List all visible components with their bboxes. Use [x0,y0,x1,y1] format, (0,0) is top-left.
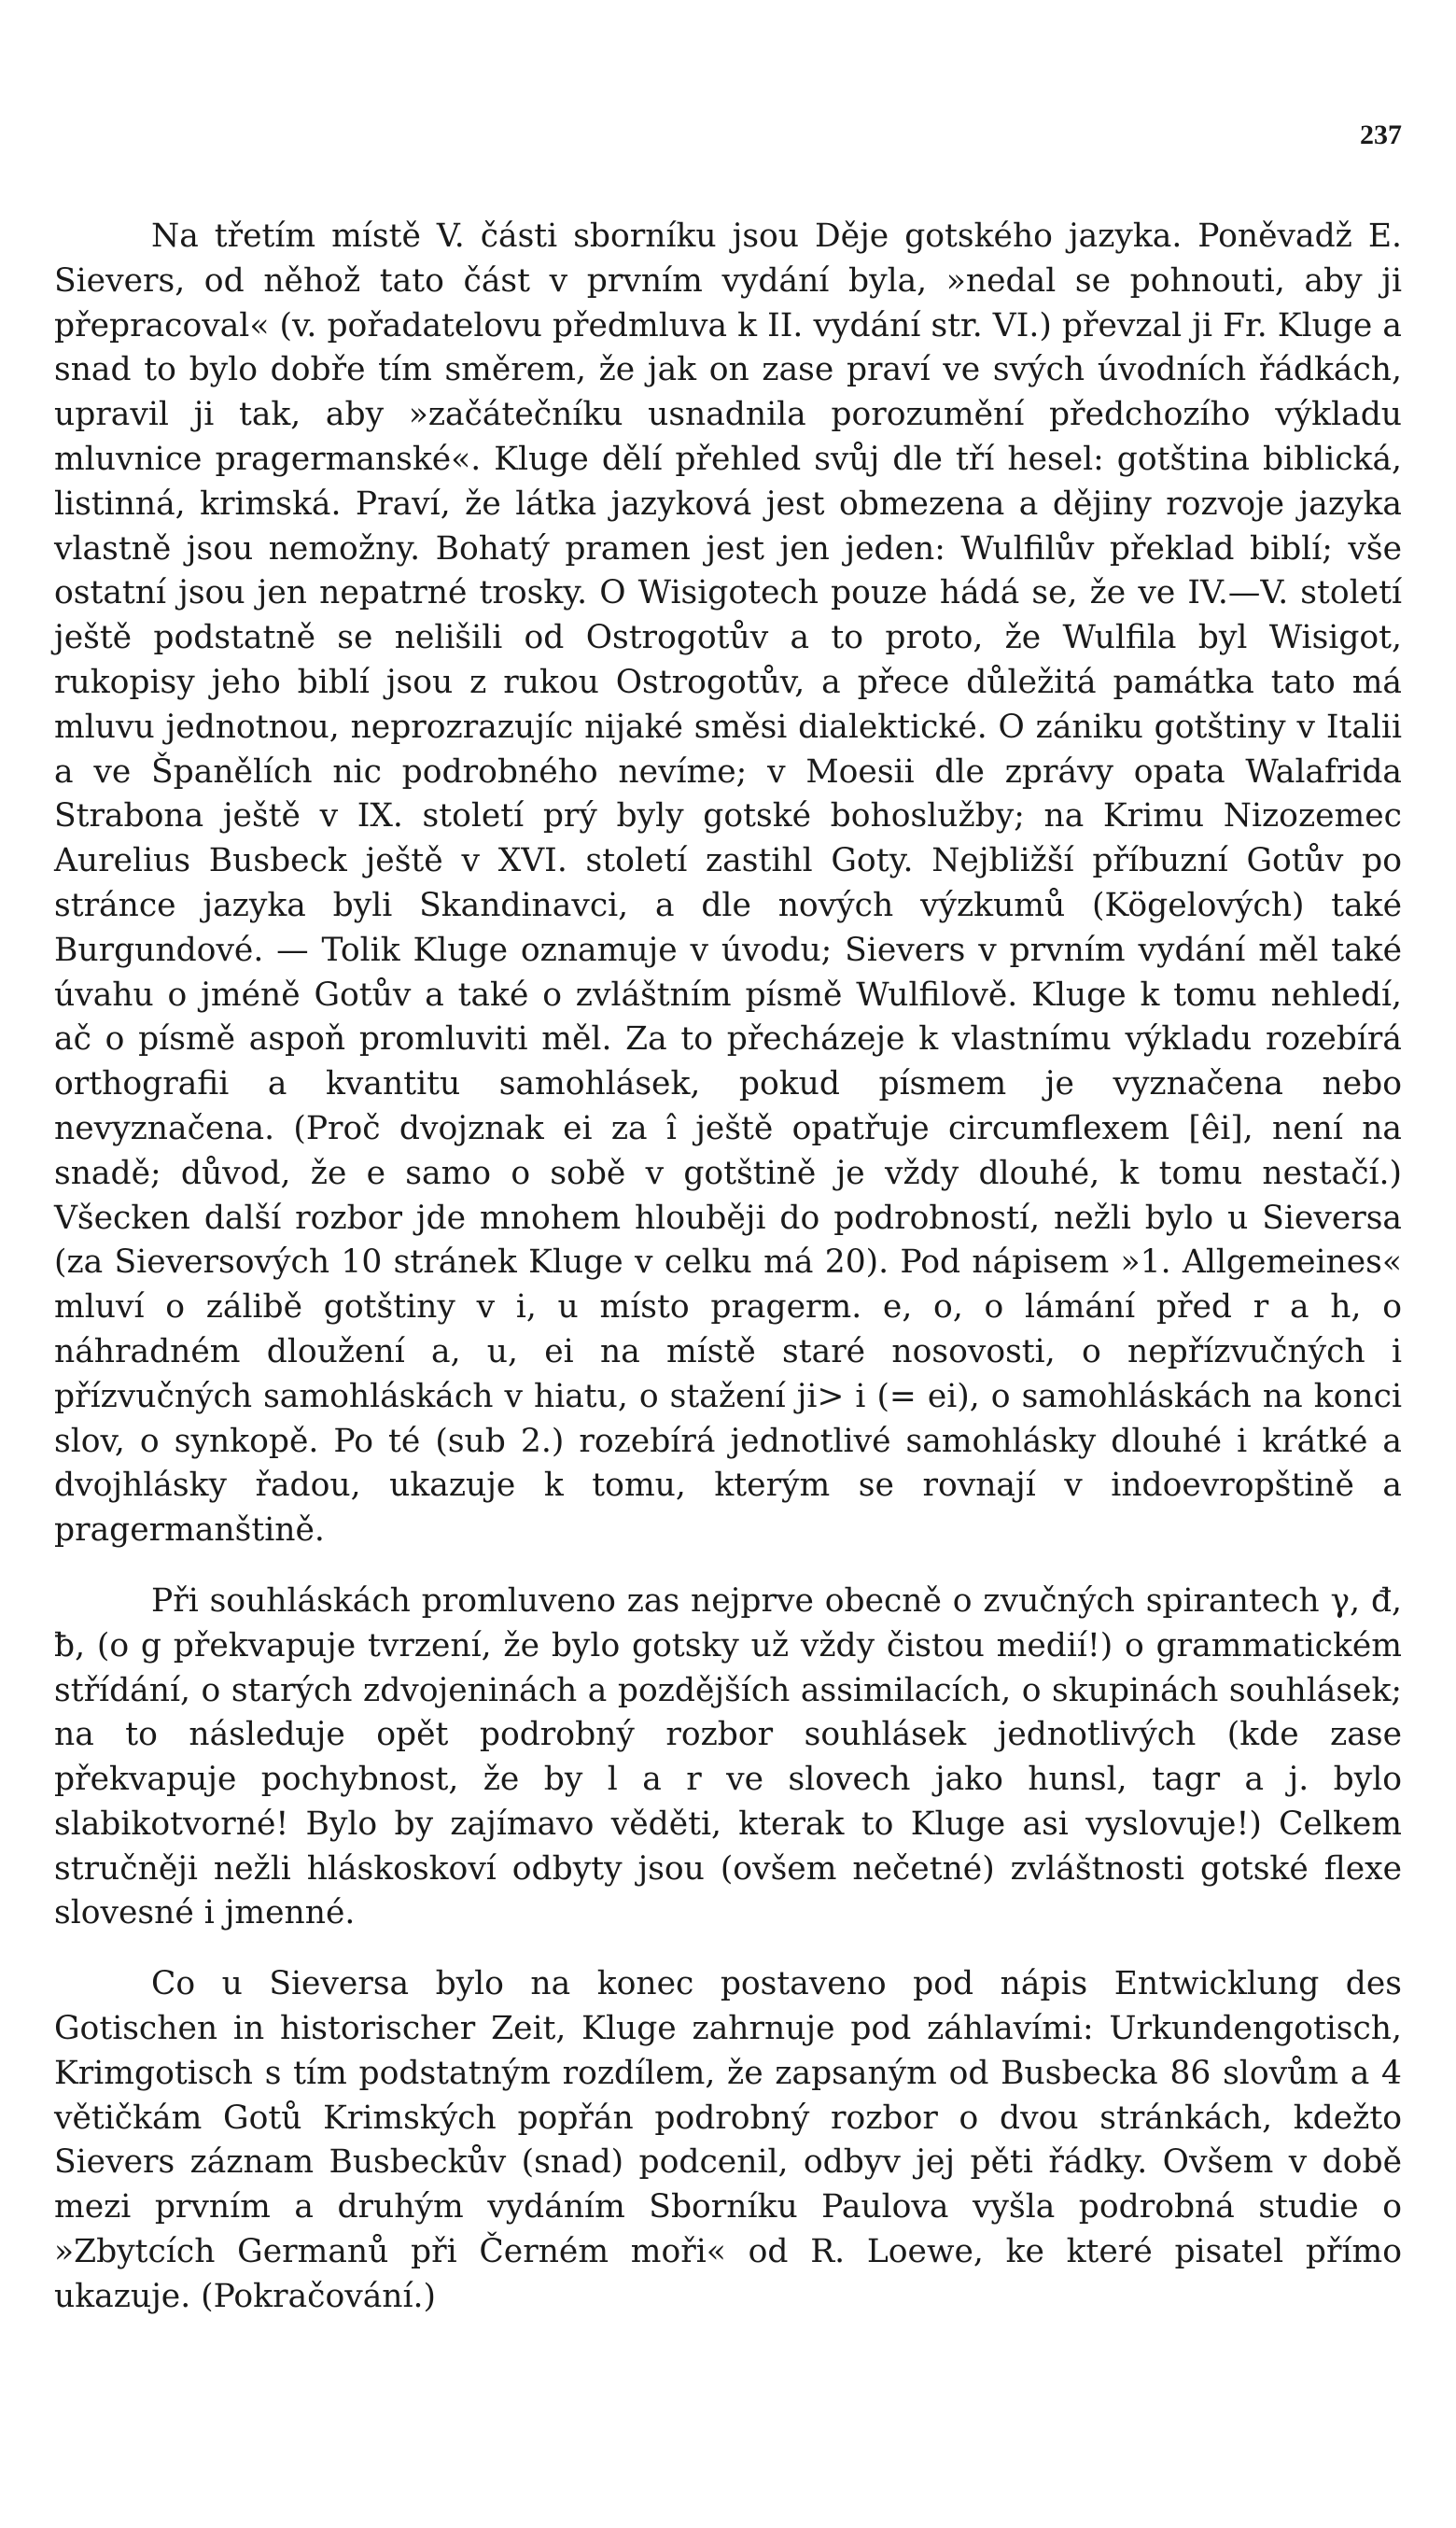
paragraph-historical-gothic: Co u Sieversa bylo na konec postaveno pod nápis Entwicklung des Gotischen in historischer Zeit, Kluge zahrnuje pod záhlavími: Urkundengotisch, Krimgotisch s tím podstatným rozdílem, že zapsaným od Busbecka 86 slovům a 4 větičkám Gotů Krimských popřán podrobný rozbor o dvou stránkách, kdežto Sievers záznam Busbeckův (snad) podcenil, odbyv jej pěti řádky. Ovšem v době mezi prvním a druhým vydáním Sborníku Paulova vyšla podrobná studie o »Zbytcích Germanů při Černém moři« od R. Loewe, ke které pisatel přímo ukazuje. (Pokračování.) [54,1965,1402,2315]
paragraph-gothic-language: Na třetím místě V. části sborníku jsou Děje gotského jazyka. Poněvadž E. Sievers, od něhož tato část v prvním vydání byla, »nedal se pohnouti, aby ji přepracoval« (v. pořadatelovu předmluva k II. vydání str. VI.) převzal ji Fr. Kluge a snad to bylo dobře tím směrem, že jak on zase praví ve svých úvodních řádkách, upravil ji tak, aby »začátečníku usnadnila porozumění předchozího výkladu mluvnice pragermanské«. Kluge dělí přehled svůj dle tří hesel: gotština biblická, listinná, krimská. Praví, že látka jazyková jest obmezena a dějiny rozvoje jazyka vlastně jsou nemožny. Bohatý pramen jest jen jeden: Wulfilův překlad biblí; vše ostatní jsou jen nepatrné trosky. O Wisigotech pouze hádá se, že ve IV.—V. století ještě podstatně se nelišili od Ostrogotův a to proto, že Wulfila byl Wisigot, rukopisy jeho biblí jsou z rukou Ostrogotův, a přece důležitá památka tato má mluvu jednotnou, neprozrazujíc nijaké směsi dialektické. O zániku gotštiny v Italii a ve Španělích nic podrobného nevíme; v Moesii dle zprávy opata Walafrida Strabona ještě v IX. století prý byly gotské bohoslužby; na Krimu Nizozemec Aurelius Busbeck ještě v XVI. století zastihl Goty. Nejbližší příbuzní Gotův po stránce jazyka byli Skandinavci, a dle nových výzkumů (Kögelových) také Burgundové. — Tolik Kluge oznamuje v úvodu; Sievers v prvním vydání měl také úvahu o jméně Gotův a také o zvláštním písmě Wulfilově. Kluge k tomu nehledí, ač o písmě aspoň promluviti měl. Za to přecházeje k vlastnímu výkladu rozebírá orthografii a kvantitu samohlásek, pokud písmem je vyznačena nebo nevyznačena. (Proč dvojznak ei za î ještě opatřuje circumflexem [êi], není na snadě; důvod, že e samo o sobě v gotštině je vždy dlouhé, k tomu nestačí.) Všecken další rozbor jde mnohem hlouběji do podrobností, nežli bylo u Sieversa (za Sieversových 10 stránek Kluge v celku má 20). Pod nápisem »1. Allgemeines« mluví o zálibě gotštiny v i, u místo pragerm. e, o, o lámání před r a h, o náhradném dloužení a, u, ei na místě staré nosovosti, o nepřízvučných i přízvučných samohláskách v hiatu, o stažení ji> i (= ei), o samohláskách na konci slov, o synkopě. Po té (sub 2.) rozebírá jednotlivé samohlásky dlouhé i krátké a dvojhlásky řadou, ukazuje k tomu, kterým se rovnají v indoevropštině a pragermanštině. [54,218,1402,1550]
body-text [54,215,1402,2320]
page-number: 237 [1360,119,1402,150]
paragraph-consonants: Při souhláskách promluveno zas nejprve obecně o zvučných spirantech γ, đ, ƀ, (o g překvapuje tvrzení, že bylo gotsky už vždy čistou medií!) o grammatickém střídání, o starých zdvojeninách a pozdějších assimilacích, o skupinách souhlásek; na to následuje opět podrobný rozbor souhlásek jednotlivých (kde zase překvapuje pochybnost, že by l a r ve slovech jako hunsl, tagr a j. bylo slabikotvorné! Bylo by zajímavo věděti, kterak to Kluge asi vyslovuje!) Celkem stručněji nežli hláskoskoví odbyty jsou (ovšem nečetné) zvláštnosti gotské flexe slovesné i jmenné. [54,1581,1402,1932]
